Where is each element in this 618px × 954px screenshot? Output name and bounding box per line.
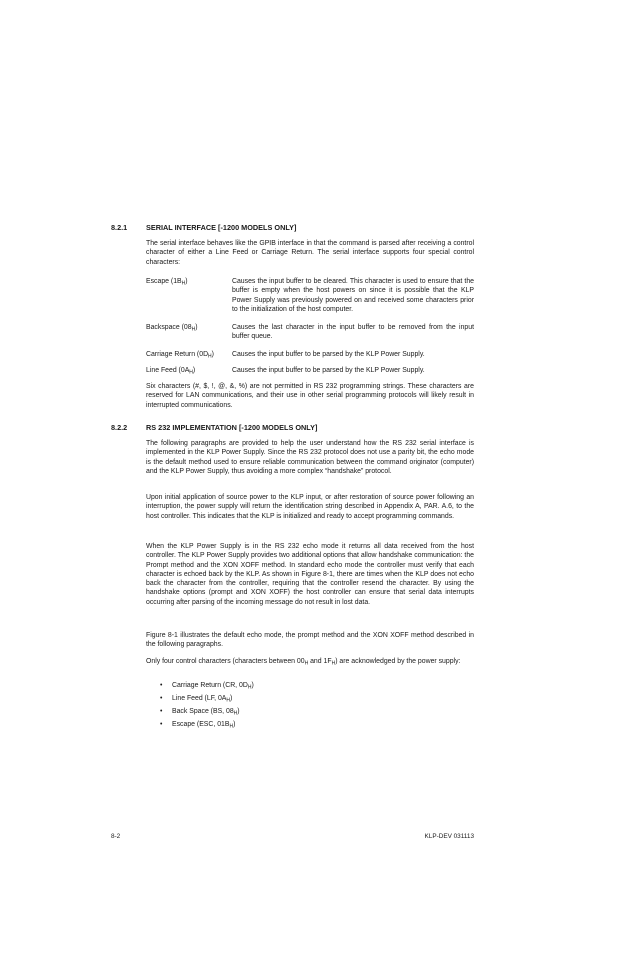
bullet-icon: • [160, 708, 163, 715]
control-char-term: Escape $(1B_H)$ [146, 278, 188, 287]
document-id: KLP-DEV 031113 [424, 833, 474, 840]
page-number: 8-2 [111, 833, 121, 840]
control-char-description: Causes the input buffer to be parsed by the KLP Power Supply. [232, 351, 425, 358]
control-char-description: Causes the input buffer to be parsed by the KLP Power Supply. [232, 367, 425, 374]
section-number: 8.2.1 [111, 223, 128, 232]
control-range-paragraph: Only four control characters (characters between $00_H$ and $1F_H$) are acknowledged by the power supply: [146, 658, 461, 667]
list-item: • Carriage Return (CR, $0D_H$) [160, 682, 254, 691]
acknowledged-control-list [160, 681, 460, 733]
control-char-description: Causes the input buffer to be cleared. This character is used to ensure that the buffer is empty when the host powers on since it is possible that the KLP Power Supply was previously powered on and received some characters prior to the initialization of the host computer. [232, 278, 474, 313]
power-on-identification-paragraph: Upon initial application of source power to the KLP input, or after restoration of source power following an interruption, the power supply will return the identification string described in Appendix A, PAR. A.6, to the host controller. This indicates that the KLP is initialized and ready to accept programming commands. [146, 494, 474, 520]
section-title: RS 232 IMPLEMENTATION [-1200 MODELS ONLY] [146, 423, 318, 432]
bullet-icon: • [160, 695, 163, 702]
reserved-characters-note: Six characters (#, $, !, @, &, %) are not permitted in RS 232 programming strings. These characters are reserved for LAN communications, and their use in other serial programming protocols will likely result in interrupted communications. [146, 383, 474, 409]
list-item: • Back Space (BS, $08_H$) [160, 708, 240, 717]
section-title: SERIAL INTERFACE [-1200 MODELS ONLY] [146, 223, 297, 232]
control-char-term: Carriage Return $(0D_H)$ [146, 351, 214, 360]
control-char-description: Causes the last character in the input buffer to be removed from the input buffer queue. [232, 324, 474, 341]
serial-interface-intro: The serial interface behaves like the GPIB interface in that the command is parsed after receiving a control character of either a Line Feed or Carriage Return. The serial interface supports four special control characters: [146, 240, 474, 266]
control-char-term: Backspace $(08_H)$ [146, 324, 198, 333]
figure-reference-paragraph: Figure 8-1 illustrates the default echo mode, the prompt method and the XON XOFF method described in the following paragraphs. [146, 632, 474, 649]
section-number: 8.2.2 [111, 423, 128, 432]
rs232-overview-paragraph: The following paragraphs are provided to help the user understand how the RS 232 serial interface is implemented in the KLP Power Supply. Since the RS 232 protocol does not use a parity bit, the echo mode is the default method used to ensure reliable communication between the command originator (computer) and the KLP Power Supply, thus avoiding a more complex “handshake” protocol. [146, 440, 474, 475]
bullet-icon: • [160, 721, 163, 728]
list-item: • Line Feed (LF, $0A_H$) [160, 695, 233, 704]
list-item: • Escape (ESC, $01B_H$) [160, 721, 236, 730]
control-char-term: Line Feed $(0A_H)$ [146, 367, 196, 376]
bullet-icon: • [160, 682, 163, 689]
echo-mode-paragraph: When the KLP Power Supply is in the RS 232 echo mode it returns all data received from the host controller. The KLP Power Supply provides two additional options that allow handshake communication: the Prompt method and the XON XOFF method. In standard echo mode the controller must verify that each character is echoed back by the KLP. As shown in Figure 8-1, there are times when the KLP does not echo back the character from the controller, requiring that the controller resend the character. By using the handshake options (prompt and XON XOFF) the host controller can ensure that serial data interrupts occurring after parsing of the incoming message do not result in lost data. [146, 543, 474, 606]
